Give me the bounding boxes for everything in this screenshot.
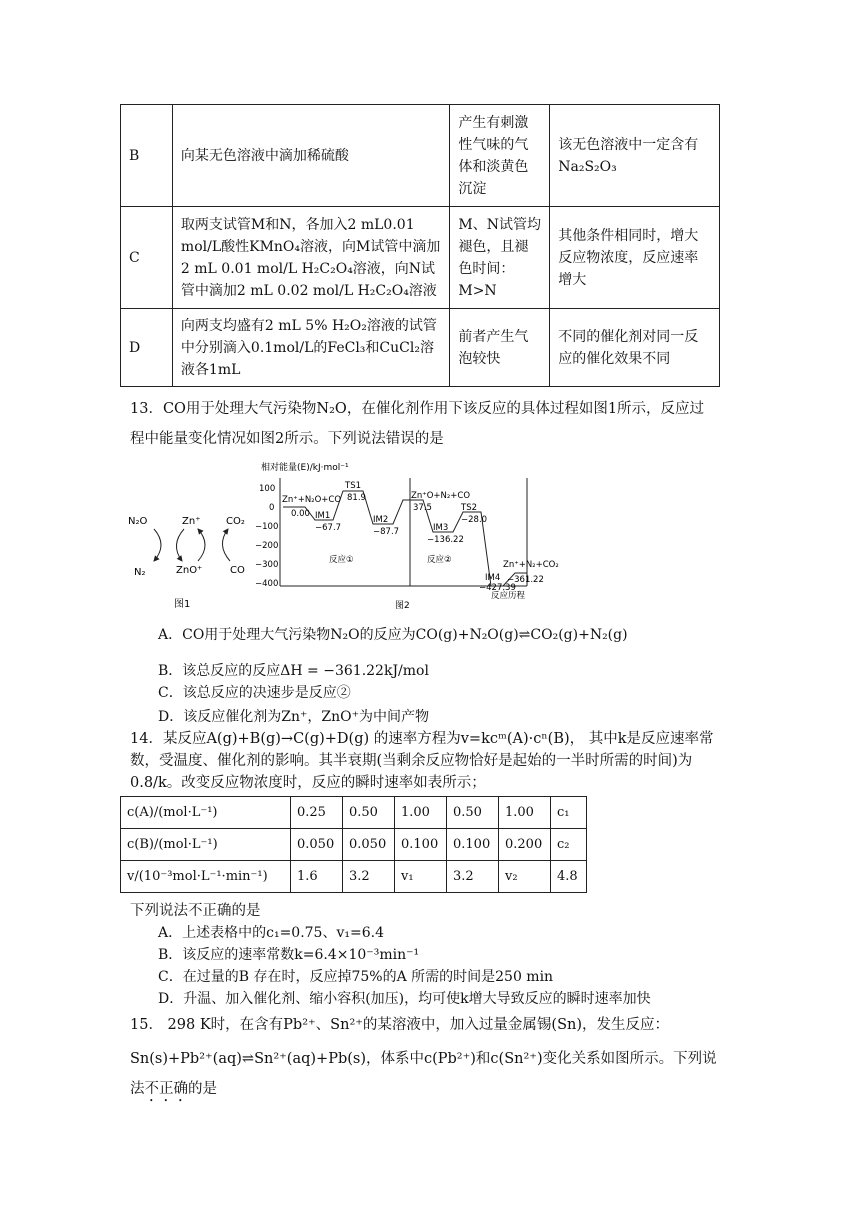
row-header: v/(10⁻³mol·L⁻¹·min⁻¹) [121, 861, 291, 893]
table-cell: 0.050 [343, 829, 395, 861]
im1-label: IM1 [315, 511, 331, 521]
table-cell: 3.2 [447, 861, 499, 893]
reaction-1-label: 反应① [329, 555, 354, 565]
operation-cell: 取两支试管M和N，各加入2 mL0.01 mol/L酸性KMnO₄溶液，向M试管中滴加2 mL 0.01 mol/L H₂C₂O₄溶液，向N试管中滴加2 mL 0.02 mol/L H₂C₂O₄溶液 [172, 207, 449, 309]
operation-cell: 向两支均盛有2 mL 5% H₂O₂溶液的试管中分别滴入0.1mol/L的FeCl₃和CuCl₂溶液各1mL [172, 309, 449, 387]
q14-stem-line1: 14．某反应A(g)+B(g)→C(g)+D(g) 的速率方程为v=kcᵐ(A)·cⁿ(B)， 其中k是反应速率常 [130, 731, 714, 747]
table-cell: c₂ [551, 829, 587, 861]
option-cell: B [121, 105, 173, 207]
table-row [121, 829, 587, 861]
q15-stem-line1: 15． 298 K时，在含有Pb²⁺、Sn²⁺的某溶液中，加入过量金属锡(Sn)，发生反应： [130, 1017, 670, 1033]
end-value: −361.22 [507, 575, 544, 585]
option-cell: C [121, 207, 173, 309]
table-cell: 0.100 [447, 829, 499, 861]
phenomenon-cell: M、N试管均褪色，且褪色时间：M>N [450, 207, 550, 309]
table-cell: c₁ [551, 797, 587, 829]
q13-option-c: C．该总反应的决速步是反应② [158, 685, 351, 701]
conclusion-cell: 该无色溶液中一定含有Na₂S₂O₃ [550, 105, 720, 207]
option-cell: D [121, 309, 173, 387]
rate-table [120, 796, 587, 893]
row-header: c(B)/(mol·L⁻¹) [121, 829, 291, 861]
table-cell: 0.25 [291, 797, 343, 829]
table-cell: 0.50 [343, 797, 395, 829]
im2-label: IM2 [373, 515, 389, 525]
q14-stem-line3: 0.8/k。改变反应物浓度时，反应的瞬时速率如表所示； [130, 775, 486, 791]
table-cell: v₁ [395, 861, 447, 893]
table-cell: 0.50 [447, 797, 499, 829]
im2-value: −87.7 [373, 527, 400, 537]
q13-option-b: B．该总反应的反应ΔH = −361.22kJ/mol [158, 663, 429, 679]
q14-option-d: D．升温、加入催化剂、缩小容积(加压)，均可使k增大导致反应的瞬时速率加快 [158, 991, 651, 1007]
table-cell: 0.050 [291, 829, 343, 861]
y-tick: −200 [255, 541, 279, 551]
figure-2-energy-profile [255, 458, 575, 613]
table-cell: 1.00 [499, 797, 551, 829]
arrow-inner-right [198, 529, 205, 561]
y-tick: 0 [269, 503, 275, 513]
q14-prompt: 下列说法不正确的是 [130, 903, 261, 919]
y-tick: 100 [259, 484, 276, 494]
figure-1-caption: 图1 [174, 599, 191, 610]
im3-value: −136.22 [427, 535, 464, 545]
phenomenon-cell: 前者产生气泡较快 [450, 309, 550, 387]
zn-label: Zn⁺ [182, 516, 201, 527]
ts1-label: TS1 [345, 481, 361, 491]
co-label: CO [230, 565, 245, 576]
q14-stem-line2: 数，受温度、催化剂的影响。其半衰期(当剩余反应物恰好是起始的一半时所需的时间)为 [130, 753, 693, 769]
im4-label: IM4 [485, 573, 501, 583]
phenomenon-cell: 产生有刺激性气味的气体和淡黄色沉淀 [450, 105, 550, 207]
table-row [121, 797, 587, 829]
conclusion-cell: 不同的催化剂对同一反应的催化效果不同 [550, 309, 720, 387]
q14-option-b: B．该反应的速率常数k=6.4×10⁻³min⁻¹ [158, 947, 420, 963]
arrow-left [154, 529, 161, 561]
arrow-right [222, 529, 230, 561]
operation-cell: 向某无色溶液中滴加稀硫酸 [172, 105, 449, 207]
table-cell: 1.00 [395, 797, 447, 829]
q14-option-a: A．上述表格中的c₁=0.75、v₁=6.4 [158, 925, 384, 941]
q13-option-d: D．该反应催化剂为Zn⁺，ZnO⁺为中间产物 [158, 709, 429, 725]
table-cell: v₂ [499, 861, 551, 893]
table-row [121, 207, 720, 309]
figure-1-cycle [126, 495, 256, 610]
table-cell: 3.2 [343, 861, 395, 893]
mid-value: 37.5 [413, 503, 432, 513]
ts2-value: −28.0 [461, 515, 488, 525]
mid-label: Zn⁺O+N₂+CO [411, 491, 471, 501]
figure-2-caption: 图2 [395, 601, 410, 611]
table-cell: 0.100 [395, 829, 447, 861]
q13-stem-line1: 13．CO用于处理大气污染物N₂O，在催化剂作用下该反应的具体过程如图1所示，反应过 [130, 401, 705, 417]
ts2-label: TS2 [461, 503, 477, 513]
experiment-table [120, 104, 720, 387]
im3-label: IM3 [433, 523, 449, 533]
co2-label: CO₂ [226, 516, 245, 527]
q15-stem-line3 [130, 1078, 217, 1105]
table-cell: 1.6 [291, 861, 343, 893]
reaction-2-label: 反应② [427, 555, 452, 565]
row-header: c(A)/(mol·L⁻¹) [121, 797, 291, 829]
q13-option-a: A．CO用于处理大气污染物N₂O的反应为CO(g)+N₂O(g)⇌CO₂(g)+N₂(g) [158, 627, 628, 643]
start-label: Zn⁺+N₂O+CO [282, 495, 342, 505]
table-row [121, 861, 587, 893]
y-tick: −400 [255, 579, 279, 589]
im4-value: −427.39 [479, 583, 516, 593]
arrow-inner-left [176, 529, 184, 561]
ts1-value: 81.9 [347, 493, 366, 503]
end-label: Zn⁺+N₂+CO₂ [503, 560, 559, 570]
q15-line3-end: 的是 [188, 1081, 217, 1097]
q15-stem-line2: Sn(s)+Pb²⁺(aq)⇌Sn²⁺(aq)+Pb(s)，体系中c(Pb²⁺)和c(Sn²⁺)变化关系如图所示。下列说 [130, 1051, 717, 1067]
x-axis-label: 反应历程 [491, 591, 526, 601]
y-axis-label: 相对能量(E)/kJ·mol⁻¹ [261, 463, 349, 473]
im1-value: −67.7 [315, 523, 342, 533]
n2o-label: N₂O [128, 516, 148, 527]
table-cell: 0.200 [499, 829, 551, 861]
q15-line3-start: 法 [130, 1081, 145, 1097]
conclusion-cell: 其他条件相同时，增大反应物浓度，反应速率增大 [550, 207, 720, 309]
table-row [121, 309, 720, 387]
q14-option-c: C．在过量的B 存在时，反应掉75%的A 所需的时间是250 min [158, 969, 554, 985]
table-row [121, 105, 720, 207]
n2-label: N₂ [134, 567, 146, 578]
y-tick: −100 [255, 522, 279, 532]
start-value: 0.00 [291, 509, 310, 519]
q13-stem-line2: 程中能量变化情况如图2所示。下列说法错误的是 [130, 431, 444, 447]
table-cell: 4.8 [551, 861, 587, 893]
q15-emphasis-text: 不正确 [144, 1081, 188, 1097]
y-tick: −300 [255, 560, 279, 570]
zno-label: ZnO⁺ [176, 565, 203, 576]
